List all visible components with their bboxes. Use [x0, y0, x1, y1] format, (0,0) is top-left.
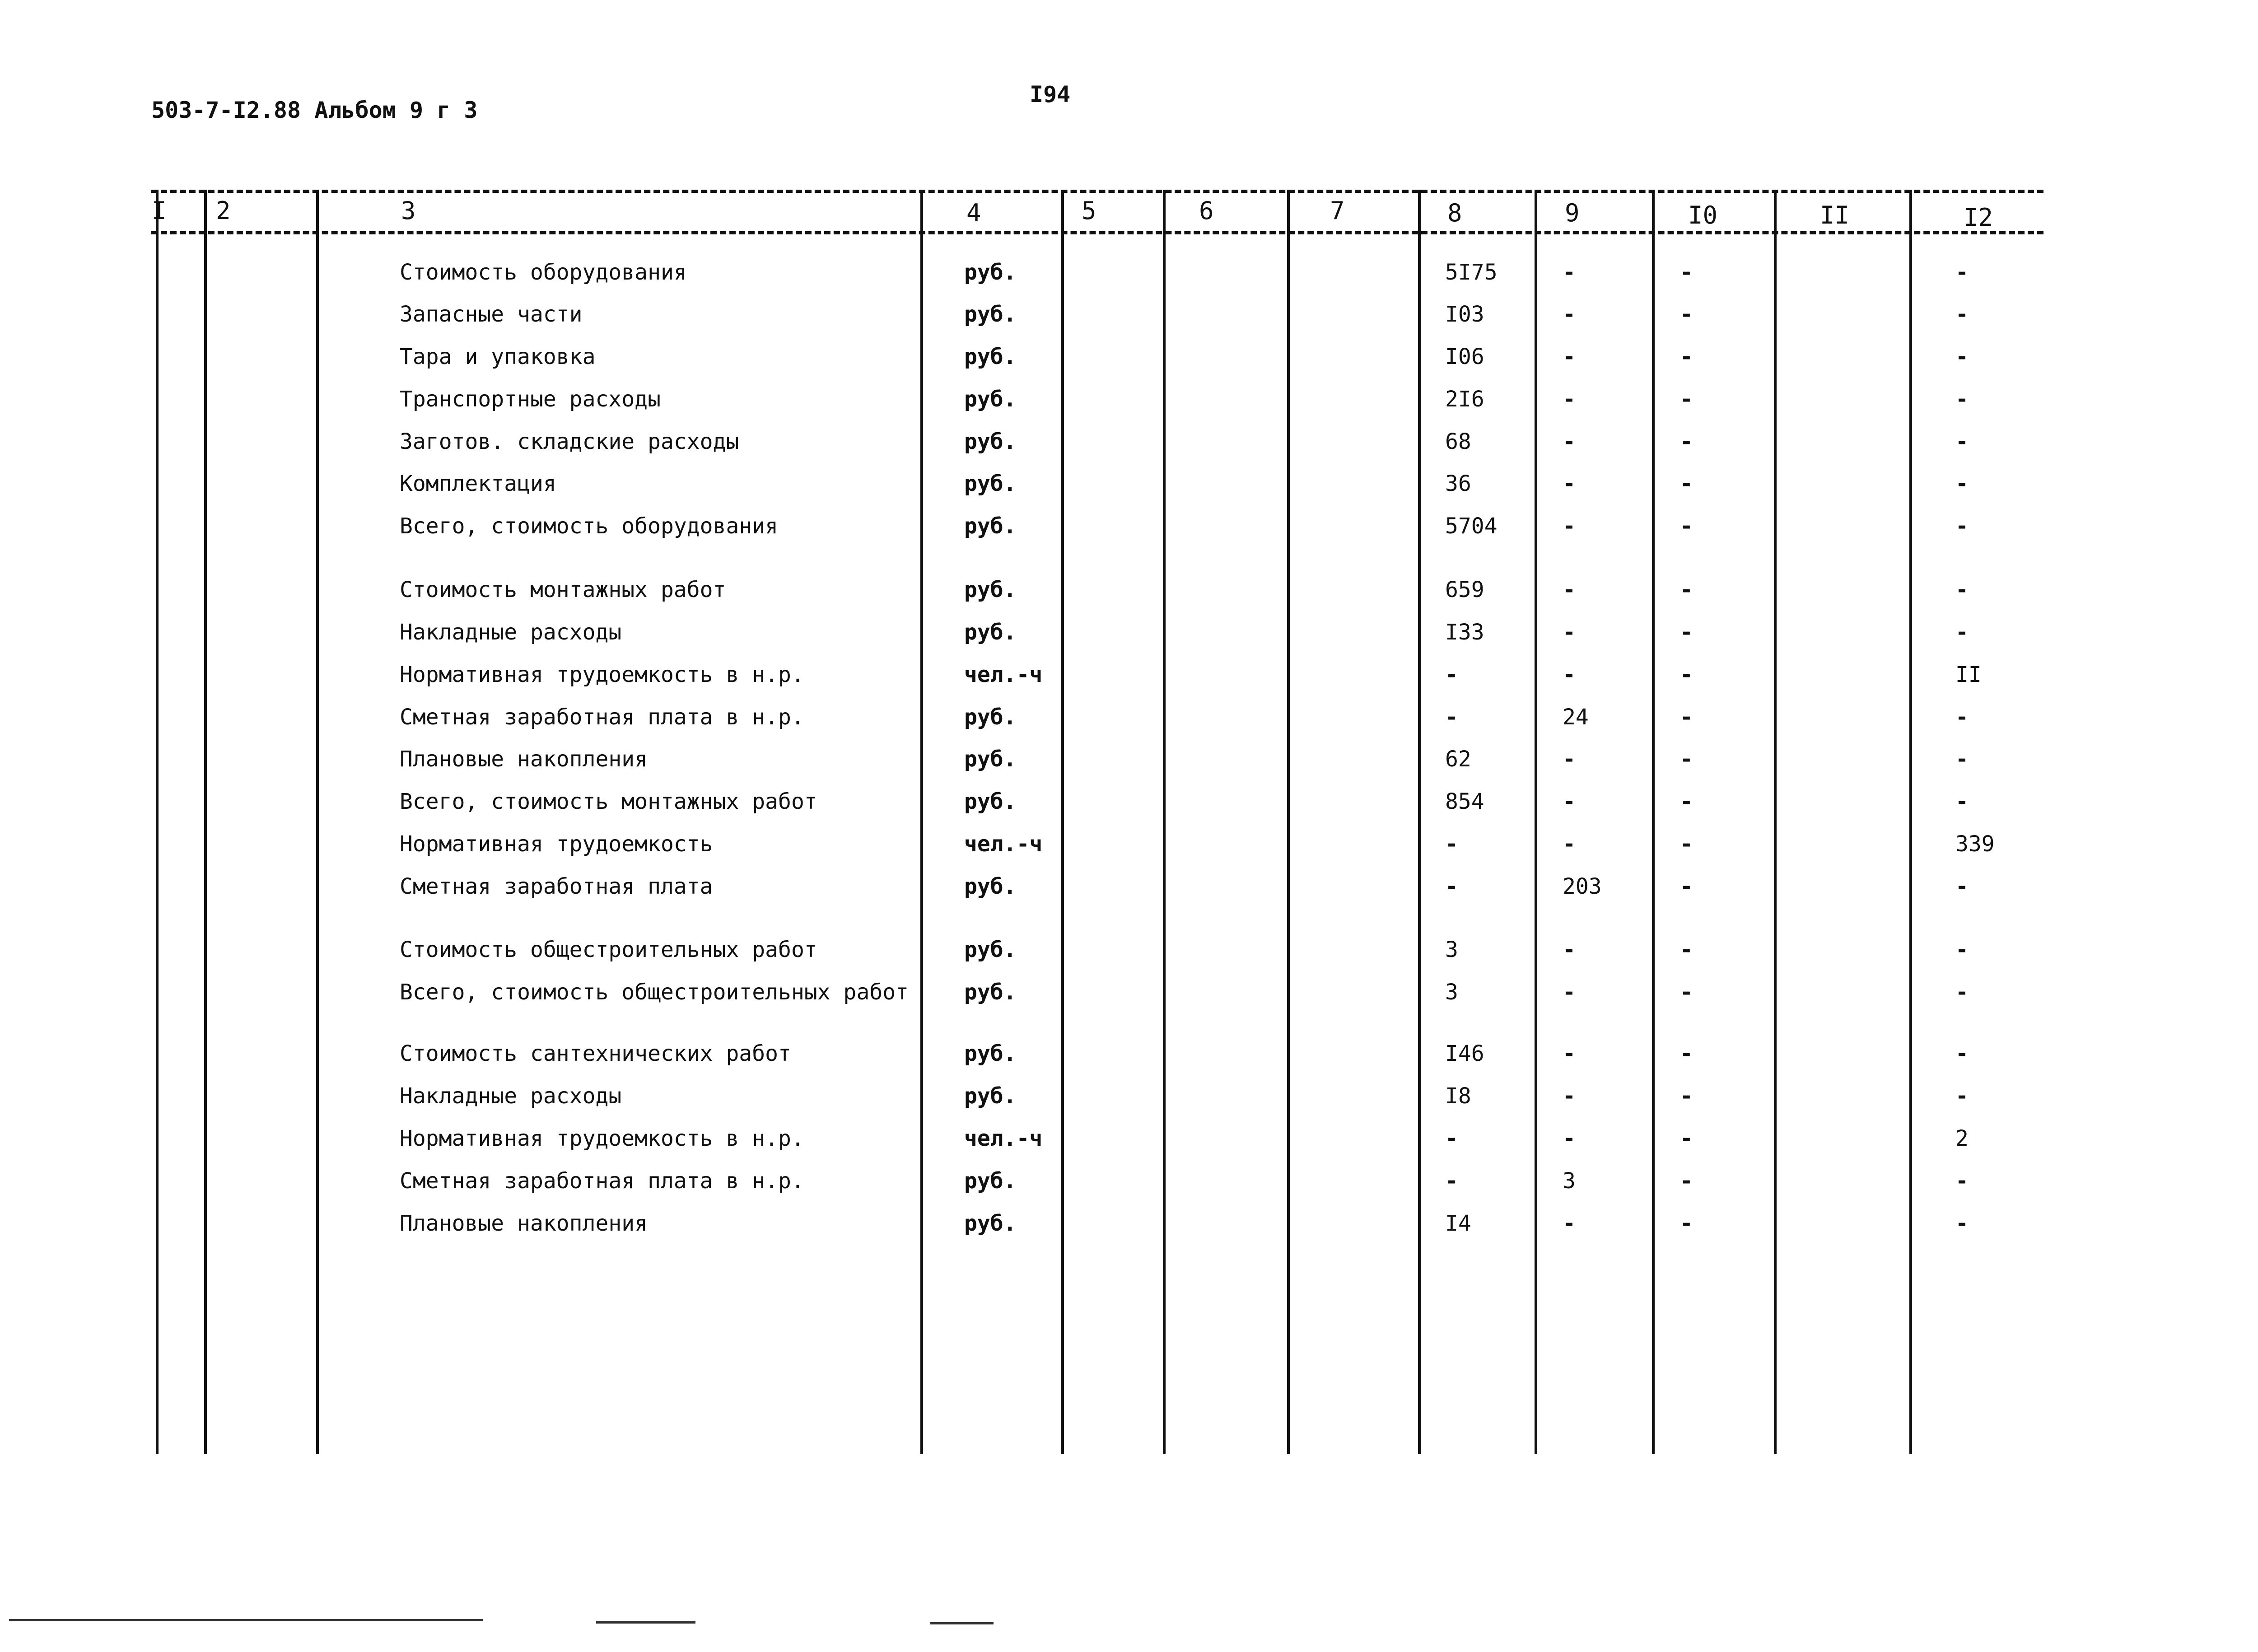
value-col8: - — [1445, 1126, 1458, 1151]
table-row — [0, 429, 2258, 470]
value-col10: - — [1680, 980, 1693, 1005]
value-col9: 3 — [1563, 1168, 1576, 1194]
value-col12: - — [1955, 1041, 1969, 1066]
value-col8: I46 — [1445, 1041, 1484, 1066]
value-col9: 24 — [1563, 705, 1589, 730]
table-row — [0, 831, 2258, 872]
table-row — [0, 387, 2258, 427]
value-col10: - — [1680, 302, 1693, 327]
value-col10: - — [1680, 874, 1693, 899]
column-number: 6 — [1199, 196, 1214, 225]
item-unit: руб. — [964, 471, 1017, 496]
table-row — [0, 1083, 2258, 1124]
value-col9: - — [1563, 789, 1576, 814]
item-name: Тара и упаковка — [400, 344, 596, 369]
column-number: 2 — [216, 196, 231, 225]
table-row — [0, 980, 2258, 1020]
value-col9: - — [1563, 260, 1576, 285]
table-row — [0, 937, 2258, 978]
value-col10: - — [1680, 260, 1693, 285]
table-row — [0, 1168, 2258, 1209]
value-col9: - — [1563, 1211, 1576, 1236]
value-col12: - — [1955, 705, 1969, 730]
item-name: Накладные расходы — [400, 620, 622, 645]
value-col9: - — [1563, 513, 1576, 539]
table-row — [0, 513, 2258, 554]
column-number: 5 — [1082, 196, 1096, 225]
item-unit: руб. — [964, 1211, 1017, 1236]
table-row — [0, 1041, 2258, 1082]
item-unit: руб. — [964, 747, 1017, 772]
value-col8: I03 — [1445, 302, 1484, 327]
table-row — [0, 1211, 2258, 1251]
value-col9: - — [1563, 302, 1576, 327]
value-col12: - — [1955, 344, 1969, 369]
value-col10: - — [1680, 937, 1693, 962]
item-name: Комплектация — [400, 471, 556, 496]
column-number: 8 — [1447, 199, 1462, 227]
value-col8: 5704 — [1445, 513, 1498, 539]
value-col8: 5I75 — [1445, 260, 1498, 285]
item-unit: руб. — [964, 344, 1017, 369]
column-number: I — [152, 196, 167, 225]
item-unit: руб. — [964, 577, 1017, 602]
item-unit: руб. — [964, 387, 1017, 412]
value-col8: 68 — [1445, 429, 1471, 454]
value-col8: - — [1445, 1168, 1458, 1194]
value-col12: - — [1955, 471, 1969, 496]
item-name: Плановые накопления — [400, 747, 648, 772]
item-unit: руб. — [964, 1083, 1017, 1109]
value-col12: II — [1955, 662, 1982, 687]
value-col9: - — [1563, 344, 1576, 369]
item-name: Сметная заработная плата — [400, 874, 713, 899]
item-name: Нормативная трудоемкость в н.р. — [400, 1126, 804, 1151]
item-name: Всего, стоимость монтажных работ — [400, 789, 817, 814]
item-unit: руб. — [964, 513, 1017, 539]
value-col10: - — [1680, 1083, 1693, 1109]
table-row — [0, 344, 2258, 385]
item-unit: руб. — [964, 705, 1017, 730]
value-col10: - — [1680, 1126, 1693, 1151]
value-col8: - — [1445, 874, 1458, 899]
item-name: Нормативная трудоемкость — [400, 831, 713, 857]
value-col8: - — [1445, 705, 1458, 730]
table-row — [0, 705, 2258, 745]
value-col12: - — [1955, 1083, 1969, 1109]
item-name: Стоимость общестроительных работ — [400, 937, 817, 962]
value-col10: - — [1680, 662, 1693, 687]
item-name: Сметная заработная плата в н.р. — [400, 705, 804, 730]
value-col8: - — [1445, 831, 1458, 857]
item-name: Заготов. складские расходы — [400, 429, 739, 454]
scan-mark — [596, 1621, 695, 1624]
table-row — [0, 789, 2258, 830]
item-name: Запасные части — [400, 302, 583, 327]
column-number: 4 — [966, 199, 981, 227]
value-col12: - — [1955, 429, 1969, 454]
value-col9: - — [1563, 662, 1576, 687]
item-unit: чел.-ч — [964, 831, 1043, 857]
value-col12: 2 — [1955, 1126, 1969, 1151]
value-col9: - — [1563, 577, 1576, 602]
table-row — [0, 874, 2258, 915]
item-name: Стоимость монтажных работ — [400, 577, 726, 602]
item-name: Плановые накопления — [400, 1211, 648, 1236]
value-col10: - — [1680, 471, 1693, 496]
item-name: Стоимость оборудования — [400, 260, 687, 285]
value-col8: 3 — [1445, 980, 1458, 1005]
scan-mark — [930, 1622, 994, 1624]
value-col10: - — [1680, 513, 1693, 539]
item-name: Нормативная трудоемкость в н.р. — [400, 662, 804, 687]
value-col12: - — [1955, 513, 1969, 539]
value-col9: - — [1563, 1083, 1576, 1109]
value-col10: - — [1680, 1041, 1693, 1066]
item-unit: чел.-ч — [964, 1126, 1043, 1151]
item-unit: чел.-ч — [964, 662, 1043, 687]
value-col10: - — [1680, 344, 1693, 369]
item-unit: руб. — [964, 260, 1017, 285]
table-row — [0, 302, 2258, 342]
value-col10: - — [1680, 387, 1693, 412]
value-col12: - — [1955, 1211, 1969, 1236]
value-col10: - — [1680, 831, 1693, 857]
item-unit: руб. — [964, 302, 1017, 327]
value-col10: - — [1680, 577, 1693, 602]
table-row — [0, 747, 2258, 787]
table-row — [0, 662, 2258, 703]
value-col10: - — [1680, 1211, 1693, 1236]
item-unit: руб. — [964, 874, 1017, 899]
item-name: Транспортные расходы — [400, 387, 661, 412]
item-unit: руб. — [964, 620, 1017, 645]
value-col12: - — [1955, 387, 1969, 412]
header-bottom-rule — [151, 231, 2043, 234]
value-col10: - — [1680, 747, 1693, 772]
value-col9: - — [1563, 937, 1576, 962]
value-col12: - — [1955, 302, 1969, 327]
value-col12: - — [1955, 620, 1969, 645]
value-col12: - — [1955, 980, 1969, 1005]
value-col12: - — [1955, 577, 1969, 602]
item-unit: руб. — [964, 429, 1017, 454]
value-col8: 62 — [1445, 747, 1471, 772]
value-col10: - — [1680, 789, 1693, 814]
item-unit: руб. — [964, 789, 1017, 814]
column-number: 3 — [401, 196, 416, 225]
table-row — [0, 1126, 2258, 1167]
value-col9: - — [1563, 387, 1576, 412]
value-col12: - — [1955, 1168, 1969, 1194]
table-row — [0, 260, 2258, 300]
item-name: Сметная заработная плата в н.р. — [400, 1168, 804, 1194]
value-col8: 2I6 — [1445, 387, 1484, 412]
document-code: 503-7-I2.88 Альбом 9 г 3 — [151, 97, 478, 123]
value-col8: 36 — [1445, 471, 1471, 496]
value-col9: - — [1563, 747, 1576, 772]
value-col10: - — [1680, 1168, 1693, 1194]
value-col9: 203 — [1563, 874, 1602, 899]
value-col12: - — [1955, 789, 1969, 814]
value-col10: - — [1680, 620, 1693, 645]
value-col8: 3 — [1445, 937, 1458, 962]
value-col12: - — [1955, 260, 1969, 285]
value-col10: - — [1680, 429, 1693, 454]
table-row — [0, 577, 2258, 618]
item-name: Всего, стоимость общестроительных работ — [400, 980, 909, 1005]
table-row — [0, 471, 2258, 512]
value-col8: I33 — [1445, 620, 1484, 645]
item-unit: руб. — [964, 1168, 1017, 1194]
value-col12: 339 — [1955, 831, 1995, 857]
value-col9: - — [1563, 429, 1576, 454]
value-col8: 854 — [1445, 789, 1484, 814]
item-unit: руб. — [964, 980, 1017, 1005]
page-number: I94 — [1030, 81, 1071, 107]
value-col9: - — [1563, 1041, 1576, 1066]
value-col10: - — [1680, 705, 1693, 730]
column-number: 9 — [1565, 199, 1580, 227]
column-number: II — [1820, 201, 1850, 229]
value-col9: - — [1563, 1126, 1576, 1151]
value-col9: - — [1563, 471, 1576, 496]
value-col8: - — [1445, 662, 1458, 687]
column-number: I0 — [1688, 201, 1718, 229]
value-col8: I06 — [1445, 344, 1484, 369]
value-col12: - — [1955, 874, 1969, 899]
item-name: Накладные расходы — [400, 1083, 622, 1109]
value-col9: - — [1563, 831, 1576, 857]
value-col9: - — [1563, 980, 1576, 1005]
value-col9: - — [1563, 620, 1576, 645]
value-col8: I8 — [1445, 1083, 1471, 1109]
column-number: I2 — [1964, 203, 1993, 232]
scan-mark — [9, 1619, 483, 1621]
value-col12: - — [1955, 937, 1969, 962]
item-unit: руб. — [964, 937, 1017, 962]
item-name: Всего, стоимость оборудования — [400, 513, 779, 539]
value-col12: - — [1955, 747, 1969, 772]
value-col8: 659 — [1445, 577, 1484, 602]
item-name: Стоимость сантехнических работ — [400, 1041, 791, 1066]
header-top-rule — [151, 190, 2043, 193]
table-row — [0, 620, 2258, 660]
value-col8: I4 — [1445, 1211, 1471, 1236]
item-unit: руб. — [964, 1041, 1017, 1066]
column-number: 7 — [1330, 196, 1345, 225]
